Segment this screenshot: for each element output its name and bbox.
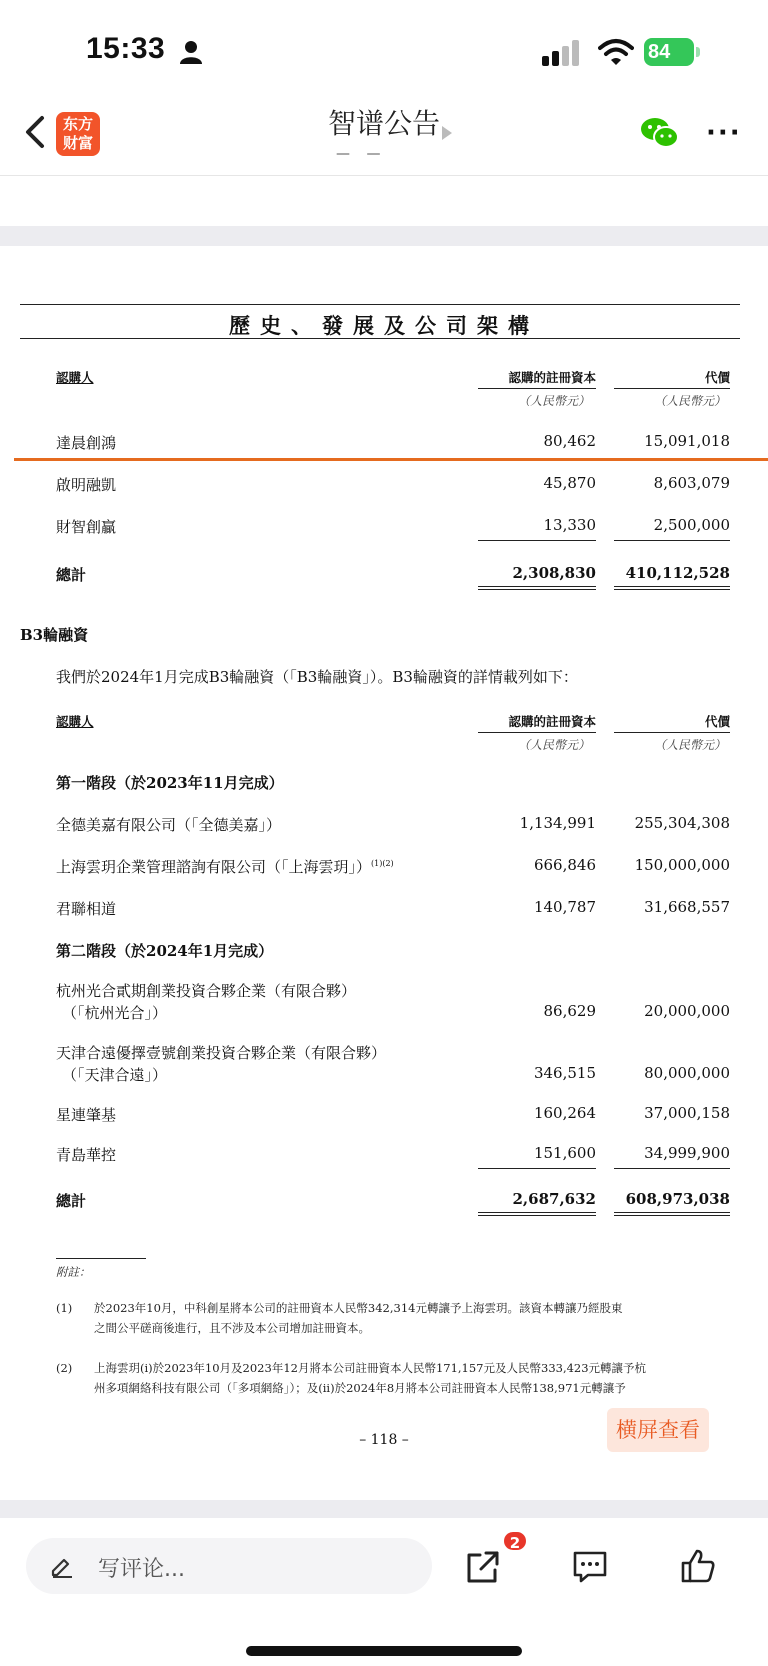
table1-total-label: 總計 [56,566,87,584]
b3-intro: 我們於2024年1月完成B3輪融資（「B3輪融資」）。B3輪融資的詳情載列如下： [56,668,578,686]
table1-header-price: 代價 [704,370,730,385]
table2-total-capital: 2,687,632 [512,1190,596,1208]
table1-row-2-capital: 45,870 [543,474,596,492]
table2-p1-row-2-footnote: (1)(2) [371,859,394,868]
table1-header-capital-rule [478,388,596,389]
share-count-badge: 2 [502,1530,528,1552]
note-1-line-1: 於2023年10月，中科創星將本公司的註冊資本人民幣342,314元轉讓予上海雲玥。該資本轉讓乃經股東 [94,1301,623,1315]
table2-unit-capital: （人民幣元） [517,738,590,752]
bottom-bar [0,1518,768,1666]
table2-p2-row-4-price: 34,999,900 [644,1144,730,1162]
wifi-icon [598,38,634,66]
share-icon[interactable] [466,1550,500,1584]
document-page [0,246,768,1500]
table2-p1-row-1-price: 255,304,308 [634,814,730,832]
table2-header-subscriber: 認購人 [56,714,94,729]
table2-p2-row-2-name: 天津合遠優擇壹號創業投資合夥企業（有限合夥） [56,1044,387,1062]
battery-level: 84 [644,38,694,66]
table2-unit-price: （人民幣元） [653,738,726,752]
table2-subtotal-rule-price [614,1168,730,1169]
table1-row-1-name: 達晨創鴻 [56,434,117,452]
table2-p2-row-3-price: 37,000,158 [644,1104,730,1122]
table2-p1-row-2-name [56,856,394,877]
table2-header-capital-rule [478,732,596,733]
table2-p2-row-4-name: 青島華控 [56,1146,117,1164]
thumbs-up-icon[interactable] [680,1548,716,1584]
table1-subtotal-rule-price [614,540,730,541]
table1-row-2-price: 8,603,079 [653,474,730,492]
more-icon[interactable]: ··· [706,118,742,148]
table1-row-1-price: 15,091,018 [644,432,730,450]
table1-unit-capital: （人民幣元） [517,394,590,408]
table2-p1-row-1-capital: 1,134,991 [519,814,596,832]
note-2-line-2: 州多項網絡科技有限公司（「多項網絡」）；及(ii)於2024年8月將本公司註冊資本人民幣138,971元轉讓予 [94,1381,626,1395]
table2-total-rule-capital [478,1212,596,1216]
bottom-divider-band [0,1500,768,1518]
page-subtitle: — — [336,146,387,162]
table1-row-2-name: 啟明融凱 [56,476,117,494]
table2-p1-row-3-name: 君聯相道 [56,900,117,918]
section-b3-heading: B3輪融資 [20,626,89,644]
divider-band [0,226,768,246]
home-indicator [246,1646,522,1656]
note-1-line-2: 之間公平磋商後進行，且不涉及本公司增加註冊資本。 [94,1321,370,1335]
table2-p2-row-2-name2: （「天津合遠」） [62,1066,168,1084]
battery-cap [696,47,700,57]
table2-p1-row-3-price: 31,668,557 [644,898,730,916]
nav-bar [0,100,768,176]
page-title: 智谱公告 [327,107,440,140]
comment-list-icon[interactable] [572,1550,608,1584]
table2-header-capital: 認購的註冊資本 [508,714,596,729]
table2-p2-row-3-capital: 160,264 [533,1104,596,1122]
table1-header-subscriber: 認購人 [56,370,94,385]
note-2-number: (2) [56,1361,73,1375]
table1-subtotal-rule-capital [478,540,596,541]
table1-unit-price: （人民幣元） [653,394,726,408]
wechat-icon[interactable] [640,116,680,150]
pen-icon [50,1554,74,1578]
table2-p2-row-1-name2: （「杭州光合」） [62,1004,168,1022]
table2-p2-row-2-price: 80,000,000 [644,1064,730,1082]
table2-p2-row-4-capital: 151,600 [533,1144,596,1162]
phase1-heading: 第一階段（於2023年11月完成） [56,774,284,792]
phase2-heading: 第二階段（於2024年1月完成） [56,942,274,960]
table1-row-3-price: 2,500,000 [653,516,730,534]
title-rule-bottom [20,338,740,339]
table1-total-rule-price [614,586,730,590]
table2-p2-row-2-capital: 346,515 [533,1064,596,1082]
table1-header-capital: 認購的註冊資本 [508,370,596,385]
notes-label: 附註： [56,1265,91,1279]
battery-indicator [644,38,700,66]
table2-total-label: 總計 [56,1192,87,1210]
table1-row-3-name: 財智創贏 [56,518,117,536]
table2-p1-row-3-capital: 140,787 [533,898,596,916]
table2-p1-row-2-price: 150,000,000 [634,856,730,874]
table2-p2-row-1-name: 杭州光合貳期創業投資合夥企業（有限合夥） [56,982,357,1000]
table1-row-1-capital: 80,462 [543,432,596,450]
reading-position-line [14,458,768,461]
table2-p1-row-2-name-text: 上海雲玥企業管理諮詢有限公司（「上海雲玥」） [56,858,372,876]
signal-icon [542,40,582,66]
logo-line2: 财富 [62,134,93,152]
table2-total-price: 608,973,038 [625,1190,730,1208]
table2-p2-row-1-price: 20,000,000 [644,1002,730,1020]
table1-row-3-capital: 13,330 [543,516,596,534]
table2-p1-row-1-name: 全德美嘉有限公司（「全德美嘉」） [56,816,282,834]
status-time: 15:33 [86,32,166,65]
logo-line1: 东方 [62,115,93,133]
table2-subtotal-rule-capital [478,1168,596,1169]
table2-header-price-rule [614,732,730,733]
person-icon [180,40,202,64]
table2-p2-row-1-capital: 86,629 [543,1002,596,1020]
comment-placeholder: 写评论... [98,1557,185,1582]
table1-header-price-rule [614,388,730,389]
notes-rule [56,1258,146,1259]
table2-total-rule-price [614,1212,730,1216]
note-1-number: (1) [56,1301,73,1315]
title-rule-top [20,304,740,305]
table2-header-price: 代價 [704,714,730,729]
comment-input[interactable] [26,1538,432,1594]
table2-p1-row-2-capital: 666,846 [533,856,596,874]
table1-total-price: 410,112,528 [625,564,730,582]
status-bar [0,0,768,100]
table1-total-rule-capital [478,586,596,590]
landscape-view-button[interactable]: 横屏查看 [607,1408,709,1452]
document-title: 歷史、發展及公司架構 [229,313,539,338]
note-2-line-1: 上海雲玥(i)於2023年10月及2023年12月將本公司註冊資本人民幣171,157元及人民幣333,423元轉讓予杭 [94,1361,647,1375]
page-number: – 118 – [359,1432,409,1448]
play-icon [442,126,452,140]
table1-total-capital: 2,308,830 [512,564,596,582]
table2-p2-row-3-name: 星連肇基 [56,1106,117,1124]
